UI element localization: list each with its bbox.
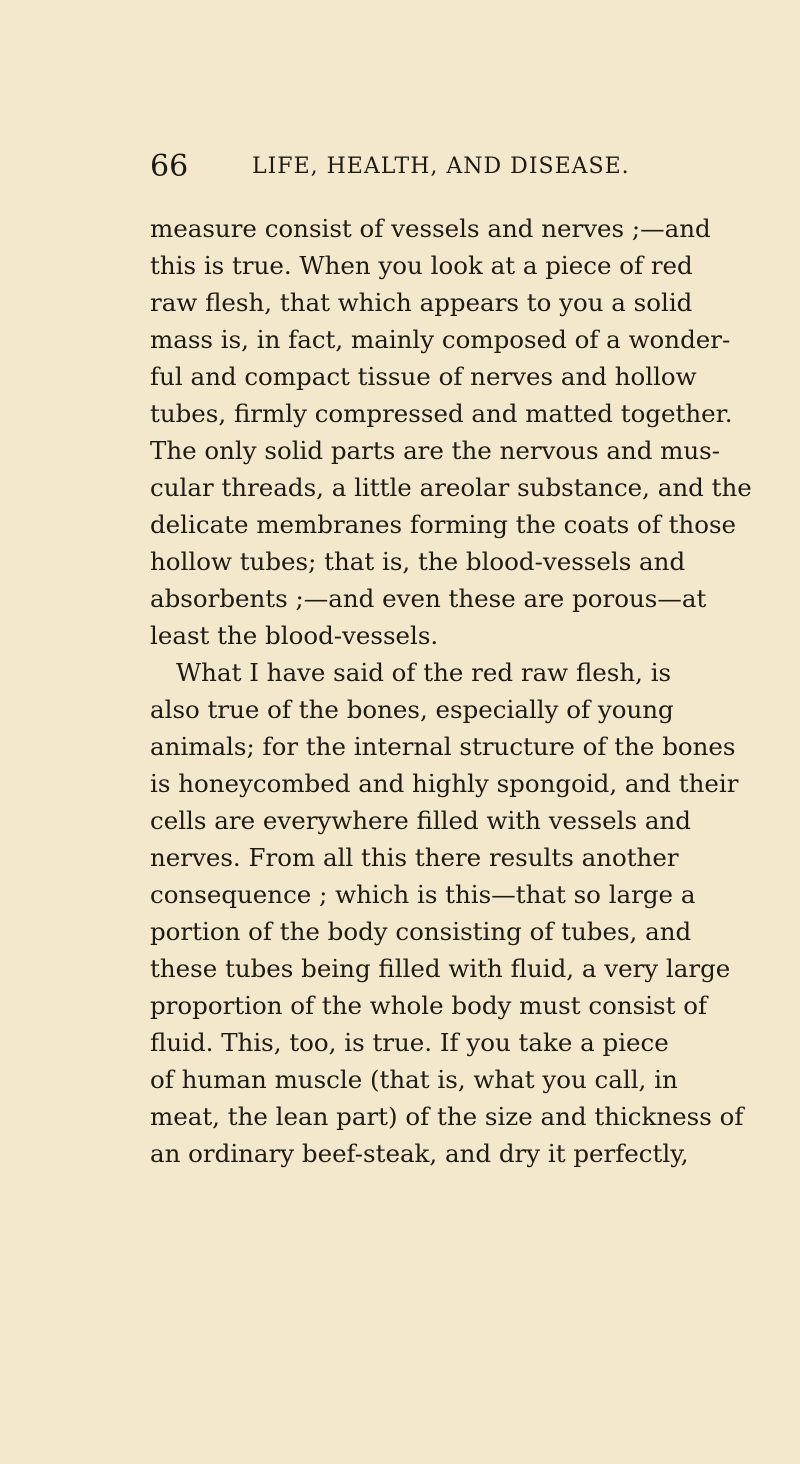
text-line: this is true. When you look at a piece of red [150,251,693,280]
text-line: these tubes being filled with fluid, a very large [150,954,731,983]
text-line: The only solid parts are the nervous and mus- [150,436,721,465]
text-line: an ordinary beef-steak, and dry it perfectly, [150,1139,689,1168]
text-line: portion of the body consisting of tubes, and [150,917,692,946]
running-head [150,150,670,190]
text-line: fluid. This, too, is true. If you take a piece [150,1028,669,1057]
text-line: cular threads, a little areolar substance, and the [150,473,752,502]
text-line: cells are everywhere filled with vessels and [150,806,691,835]
text-line: also true of the bones, especially of young [150,695,674,724]
text-line: meat, the lean part) of the size and thickness of [150,1102,744,1131]
text-line: least the blood-vessels. [150,621,439,650]
page-number: 66 [150,149,189,184]
text-line: measure consist of vessels and nerves ;—and [150,214,711,243]
text-line: absorbents ;—and even these are porous—at [150,584,707,613]
text-line: nerves. From all this there results another [150,843,679,872]
text-line: of human muscle (that is, what you call, in [150,1065,678,1094]
text-line: is honeycombed and highly spongoid, and their [150,769,739,798]
text-line: tubes, firmly compressed and matted together. [150,399,733,428]
text-line: consequence ; which is this—that so large a [150,880,696,909]
text-line: animals; for the internal structure of the bones [150,732,736,761]
text-line: mass is, in fact, mainly composed of a wonder- [150,325,731,354]
text-line: hollow tubes; that is, the blood-vessels and [150,547,686,576]
text-line: delicate membranes forming the coats of those [150,510,737,539]
text-line: raw flesh, that which appears to you a solid [150,288,693,317]
body-text [150,210,752,1172]
paragraph-start-line: What I have said of the red raw flesh, is [176,658,672,687]
text-line: proportion of the whole body must consist of [150,991,708,1020]
text-line: ful and compact tissue of nerves and hollow [150,362,697,391]
running-title: LIFE, HEALTH, AND DISEASE. [252,154,630,179]
